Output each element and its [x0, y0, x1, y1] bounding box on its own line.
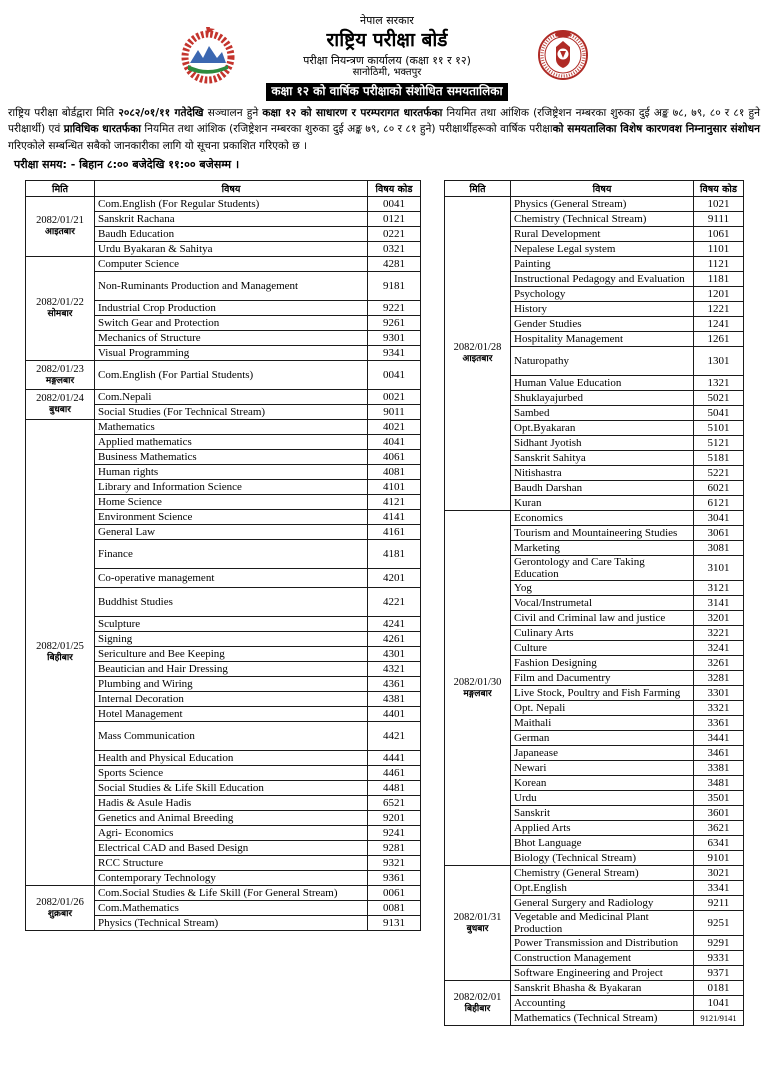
code-cell: 4121 [368, 495, 421, 510]
code-cell: 3361 [694, 716, 744, 731]
subject-cell: Naturopathy [511, 347, 694, 376]
code-cell: 3301 [694, 686, 744, 701]
code-cell: 9331 [694, 951, 744, 966]
subject-cell: Nepalese Legal system [511, 242, 694, 257]
code-cell: 6021 [694, 481, 744, 496]
code-cell: 0021 [368, 390, 421, 405]
subject-cell: Mass Communication [95, 722, 368, 751]
office-line: परीक्षा नियन्त्रण कार्यालय (कक्षा ११ र १२) [303, 53, 471, 67]
code-cell: 9211 [694, 896, 744, 911]
code-cell: 9301 [368, 331, 421, 346]
date-cell [26, 361, 95, 390]
code-cell: 4281 [368, 257, 421, 272]
nepal-government-emblem-icon [176, 25, 240, 90]
subject-cell: Nitishastra [511, 466, 694, 481]
subject-cell: Electrical CAD and Based Design [95, 841, 368, 856]
examination-board-seal-icon [534, 27, 592, 88]
day-name: शुक्रबार [47, 908, 73, 919]
column-header-code: विषय कोड [694, 181, 744, 197]
subject-cell: Rural Development [511, 227, 694, 242]
subject-cell: Sanskrit Sahitya [511, 451, 694, 466]
column-header-date: मिति [445, 181, 511, 197]
date-value: 2082/01/23 [36, 363, 84, 375]
subject-cell: Computer Science [95, 257, 368, 272]
subject-cell: Mathematics (Technical Stream) [511, 1011, 694, 1026]
subject-cell: Mathematics [95, 420, 368, 435]
code-cell: 1241 [694, 317, 744, 332]
subject-cell: Bhot Language [511, 836, 694, 851]
date-value: 2082/01/31 [453, 911, 502, 923]
code-cell: 1021 [694, 197, 744, 212]
subject-cell: Opt.Byakaran [511, 421, 694, 436]
code-cell: 4141 [368, 510, 421, 525]
code-cell: 1301 [694, 347, 744, 376]
code-cell: 6521 [368, 796, 421, 811]
subject-cell: Instructional Pedagogy and Evaluation [511, 272, 694, 287]
code-cell: 4041 [368, 435, 421, 450]
code-cell: 4481 [368, 781, 421, 796]
day-name: बुधबार [49, 405, 71, 416]
government-line: नेपाल सरकार [360, 14, 414, 27]
column-header-subject: विषय [95, 181, 368, 197]
day-name: बिहीबार [464, 1003, 491, 1014]
subject-cell: Applied mathematics [95, 435, 368, 450]
code-cell: 4421 [368, 722, 421, 751]
subject-cell: Gerontology and Care Taking Education [511, 556, 694, 581]
column-header-subject: विषय [511, 181, 694, 197]
subject-cell: Korean [511, 776, 694, 791]
code-cell: 4381 [368, 692, 421, 707]
code-cell: 3081 [694, 541, 744, 556]
code-cell: 9261 [368, 316, 421, 331]
subject-cell: Psychology [511, 287, 694, 302]
code-cell: 3281 [694, 671, 744, 686]
subject-cell: Hotel Management [95, 707, 368, 722]
code-cell: 1041 [694, 996, 744, 1011]
schedule-table-right [444, 180, 744, 1026]
table-row [445, 511, 744, 526]
code-cell: 4361 [368, 677, 421, 692]
code-cell: 3601 [694, 806, 744, 821]
subject-cell: Software Engineering and Project [511, 966, 694, 981]
code-cell: 9181 [368, 272, 421, 301]
code-cell: 9291 [694, 936, 744, 951]
code-cell: 9341 [368, 346, 421, 361]
code-cell: 9281 [368, 841, 421, 856]
code-cell: 1101 [694, 242, 744, 257]
subject-cell: Sanskrit Bhasha & Byakaran [511, 981, 694, 996]
code-cell: 3261 [694, 656, 744, 671]
subject-cell: Civil and Criminal law and justice [511, 611, 694, 626]
code-cell: 4101 [368, 480, 421, 495]
header-text-block [266, 14, 507, 101]
notice-text-segment: सञ्चालन हुने [203, 106, 263, 119]
code-cell: 1061 [694, 227, 744, 242]
code-cell: 1181 [694, 272, 744, 287]
subject-cell: Newari [511, 761, 694, 776]
subject-cell: Economics [511, 511, 694, 526]
code-cell: 4181 [368, 540, 421, 569]
date-value: 2082/02/01 [453, 991, 502, 1003]
code-cell: 0221 [368, 227, 421, 242]
code-cell: 3321 [694, 701, 744, 716]
table-row [445, 197, 744, 212]
code-cell: 4241 [368, 617, 421, 632]
date-value: 2082/01/21 [36, 215, 84, 227]
board-title: राष्ट्रिय परीक्षा बोर्ड [326, 28, 448, 51]
subject-cell: Agri- Economics [95, 826, 368, 841]
day-name: मङ्गलबार [463, 688, 492, 699]
table-row [26, 390, 421, 405]
subject-cell: Painting [511, 257, 694, 272]
code-cell: 4061 [368, 450, 421, 465]
subject-cell: Yog [511, 581, 694, 596]
subject-cell: Sculpture [95, 617, 368, 632]
masthead [0, 0, 768, 101]
subject-cell: Business Mathematics [95, 450, 368, 465]
code-cell: 9321 [368, 856, 421, 871]
subject-cell: Power Transmission and Distribution [511, 936, 694, 951]
subject-cell: Japanease [511, 746, 694, 761]
day-name: आइतबार [462, 354, 493, 365]
code-cell: 0121 [368, 212, 421, 227]
subject-cell: Com.English (For Partial Students) [95, 361, 368, 390]
date-cell [445, 866, 511, 981]
subject-cell: Culture [511, 641, 694, 656]
code-cell: 3341 [694, 881, 744, 896]
subject-cell: Biology (Technical Stream) [511, 851, 694, 866]
subject-cell: Physics (General Stream) [511, 197, 694, 212]
code-cell: 1121 [694, 257, 744, 272]
code-cell: 0181 [694, 981, 744, 996]
subject-cell: Hospitality Management [511, 332, 694, 347]
subject-cell: Marketing [511, 541, 694, 556]
subject-cell: Industrial Crop Production [95, 301, 368, 316]
table-header-row [26, 181, 421, 197]
schedule-table-left [25, 180, 421, 931]
subject-cell: Film and Dacumentry [511, 671, 694, 686]
code-cell: 3061 [694, 526, 744, 541]
code-cell: 4021 [368, 420, 421, 435]
subject-cell: Social Studies (For Technical Stream) [95, 405, 368, 420]
subject-cell: Human Value Education [511, 376, 694, 391]
subject-cell: Urdu Byakaran & Sahitya [95, 242, 368, 257]
code-cell: 9251 [694, 911, 744, 936]
subject-cell: Chemistry (Technical Stream) [511, 212, 694, 227]
notice-paragraph [8, 105, 760, 155]
subject-cell: Visual Programming [95, 346, 368, 361]
date-cell [445, 197, 511, 511]
date-cell [26, 886, 95, 931]
code-cell: 6121 [694, 496, 744, 511]
code-cell: 3621 [694, 821, 744, 836]
code-cell: 3121 [694, 581, 744, 596]
subject-cell: General Surgery and Radiology [511, 896, 694, 911]
table-row [26, 361, 421, 390]
date-cell [26, 257, 95, 361]
subject-cell: Hadis & Asule Hadis [95, 796, 368, 811]
date-cell [26, 420, 95, 886]
subject-cell: Opt.English [511, 881, 694, 896]
subject-cell: Vegetable and Medicinal Plant Production [511, 911, 694, 936]
revised-schedule-banner: कक्षा १२ को वार्षिक परीक्षाको संशोधित समयतालिका [266, 83, 507, 101]
code-cell: 1261 [694, 332, 744, 347]
subject-cell: Applied Arts [511, 821, 694, 836]
subject-cell: Com.English (For Regular Students) [95, 197, 368, 212]
code-cell: 0061 [368, 886, 421, 901]
code-cell: 1321 [694, 376, 744, 391]
subject-cell: Com.Social Studies & Life Skill (For General Stream) [95, 886, 368, 901]
date-value: 2082/01/24 [36, 393, 84, 405]
date-value: 2082/01/22 [36, 297, 84, 309]
code-cell: 9361 [368, 871, 421, 886]
subject-cell: Gender Studies [511, 317, 694, 332]
day-name: आइतबार [45, 227, 75, 238]
code-cell: 6341 [694, 836, 744, 851]
subject-cell: Internal Decoration [95, 692, 368, 707]
code-cell: 3141 [694, 596, 744, 611]
subject-cell: Culinary Arts [511, 626, 694, 641]
code-cell: 3481 [694, 776, 744, 791]
code-cell: 3441 [694, 731, 744, 746]
code-cell: 9221 [368, 301, 421, 316]
code-cell: 3381 [694, 761, 744, 776]
subject-cell: Genetics and Animal Breeding [95, 811, 368, 826]
code-cell: 5221 [694, 466, 744, 481]
code-cell: 5121 [694, 436, 744, 451]
day-name: बिहीबार [47, 653, 73, 664]
subject-cell: Human rights [95, 465, 368, 480]
table-row [26, 420, 421, 435]
code-cell: 4081 [368, 465, 421, 480]
exam-schedule-table [444, 180, 744, 1026]
subject-cell: Mechanics of Structure [95, 331, 368, 346]
subject-cell: Live Stock, Poultry and Fish Farming [511, 686, 694, 701]
notice-text-segment: नियमित तथा आंशिक (रजिष्ट्रेशन नम्बरका शुरुका दुई अङ्क ७९, ८० र ८१ हुने) परीक्षार्थीहरूको वार्षिक परीक्षा [140, 123, 553, 136]
subject-cell: Sanskrit Rachana [95, 212, 368, 227]
subject-cell: Opt. Nepali [511, 701, 694, 716]
subject-cell: Shuklayajurbed [511, 391, 694, 406]
subject-cell: Maithali [511, 716, 694, 731]
code-cell: 3101 [694, 556, 744, 581]
code-cell: 4221 [368, 588, 421, 617]
code-cell: 5101 [694, 421, 744, 436]
subject-cell: RCC Structure [95, 856, 368, 871]
subject-cell: Sambed [511, 406, 694, 421]
code-cell: 3461 [694, 746, 744, 761]
subject-cell: German [511, 731, 694, 746]
date-cell [26, 390, 95, 420]
code-cell: 4401 [368, 707, 421, 722]
notice-revision-bold: को समयतालिका विशेष कारणवश निम्नानुसार संशोधन [552, 123, 760, 136]
address-line: सानोठिमी, भक्तपुर [352, 67, 422, 79]
code-cell: 3501 [694, 791, 744, 806]
code-cell: 9101 [694, 851, 744, 866]
table-header-row [445, 181, 744, 197]
date-value: 2082/01/28 [453, 342, 502, 354]
subject-cell: Vocal/Instrumetal [511, 596, 694, 611]
subject-cell: Sanskrit [511, 806, 694, 821]
exam-time-line: परीक्षा समय: - बिहान ८:०० बजेदेखि ११:०० बजेसम्म । [14, 158, 240, 172]
subject-cell: Library and Information Science [95, 480, 368, 495]
subject-cell: Signing [95, 632, 368, 647]
schedule-tables [25, 180, 768, 1026]
subject-cell: Contemporary Technology [95, 871, 368, 886]
code-cell: 0041 [368, 361, 421, 390]
subject-cell: General Law [95, 525, 368, 540]
day-name: मङ्गलबार [45, 375, 75, 386]
column-header-code: विषय कोड [368, 181, 421, 197]
exam-schedule-table [25, 180, 421, 931]
subject-cell: Buddhist Studies [95, 588, 368, 617]
subject-cell: Construction Management [511, 951, 694, 966]
subject-cell: Social Studies & Life Skill Education [95, 781, 368, 796]
code-cell: 4461 [368, 766, 421, 781]
subject-cell: Baudh Darshan [511, 481, 694, 496]
code-cell: 9371 [694, 966, 744, 981]
subject-cell: Environment Science [95, 510, 368, 525]
code-cell: 9201 [368, 811, 421, 826]
notice-text-segment: नियमित तथा आंशिक (रजिष्ट्रेशन नम्बरका शुरुका दुई अङ्क ७८, ७९, ८० र ८१ हुने परीक्षार्थी) एवं [8, 106, 760, 136]
code-cell: 9111 [694, 212, 744, 227]
code-cell: 0081 [368, 901, 421, 916]
code-cell: 5181 [694, 451, 744, 466]
code-cell: 0321 [368, 242, 421, 257]
code-cell: 4441 [368, 751, 421, 766]
code-cell: 4261 [368, 632, 421, 647]
subject-cell: Non-Ruminants Production and Management [95, 272, 368, 301]
code-cell: 4201 [368, 569, 421, 588]
subject-cell: Plumbing and Wiring [95, 677, 368, 692]
date-cell [445, 981, 511, 1026]
day-name: बुधबार [466, 923, 489, 934]
notice-text-segment: गरिएकोले सम्बन्धित सबैको जानकारीका लागि यो सूचना प्रकाशित गरिएको छ । [8, 139, 308, 152]
table-row [26, 197, 421, 212]
table-row [26, 886, 421, 901]
subject-cell: Baudh Education [95, 227, 368, 242]
code-cell: 3241 [694, 641, 744, 656]
code-cell: 4301 [368, 647, 421, 662]
code-cell: 1201 [694, 287, 744, 302]
code-cell: 1221 [694, 302, 744, 317]
code-cell: 3201 [694, 611, 744, 626]
code-cell: 9131 [368, 916, 421, 931]
date-cell [26, 197, 95, 257]
subject-cell: Accounting [511, 996, 694, 1011]
notice-text-segment: राष्ट्रिय परीक्षा बोर्डद्वारा मिति [8, 106, 119, 119]
code-cell: 5021 [694, 391, 744, 406]
subject-cell: Chemistry (General Stream) [511, 866, 694, 881]
table-row [26, 257, 421, 272]
notice-stream-bold: कक्षा १२ को साधारण र परम्परागत धारतर्फका [262, 106, 443, 119]
code-cell: 0041 [368, 197, 421, 212]
subject-cell: Fashion Designing [511, 656, 694, 671]
code-cell: 9241 [368, 826, 421, 841]
subject-cell: History [511, 302, 694, 317]
code-cell: 3221 [694, 626, 744, 641]
notice-technical-bold: प्राविधिक धारतर्फका [63, 123, 141, 136]
subject-cell: Health and Physical Education [95, 751, 368, 766]
subject-cell: Beautician and Hair Dressing [95, 662, 368, 677]
date-cell [445, 511, 511, 866]
subject-cell: Com.Mathematics [95, 901, 368, 916]
code-cell: 9011 [368, 405, 421, 420]
code-cell: 3041 [694, 511, 744, 526]
subject-cell: Com.Nepali [95, 390, 368, 405]
date-value: 2082/01/26 [36, 896, 84, 908]
code-cell: 4321 [368, 662, 421, 677]
notice-date-bold: २०८२/०१/११ गतेदेखि [118, 106, 204, 119]
code-cell: 3021 [694, 866, 744, 881]
subject-cell: Tourism and Mountaineering Studies [511, 526, 694, 541]
subject-cell: Sidhant Jyotish [511, 436, 694, 451]
subject-cell: Physics (Technical Stream) [95, 916, 368, 931]
subject-cell: Home Science [95, 495, 368, 510]
day-name: सोमबार [47, 309, 73, 320]
code-cell: 4161 [368, 525, 421, 540]
date-value: 2082/01/25 [36, 641, 84, 653]
table-row [445, 866, 744, 881]
table-row [445, 981, 744, 996]
subject-cell: Urdu [511, 791, 694, 806]
date-value: 2082/01/30 [453, 676, 502, 688]
subject-cell: Sericulture and Bee Keeping [95, 647, 368, 662]
column-header-date: मिति [26, 181, 95, 197]
subject-cell: Co-operative management [95, 569, 368, 588]
code-cell: 5041 [694, 406, 744, 421]
subject-cell: Finance [95, 540, 368, 569]
code-cell: 9121/9141 [694, 1011, 744, 1026]
subject-cell: Kuran [511, 496, 694, 511]
subject-cell: Switch Gear and Protection [95, 316, 368, 331]
subject-cell: Sports Science [95, 766, 368, 781]
